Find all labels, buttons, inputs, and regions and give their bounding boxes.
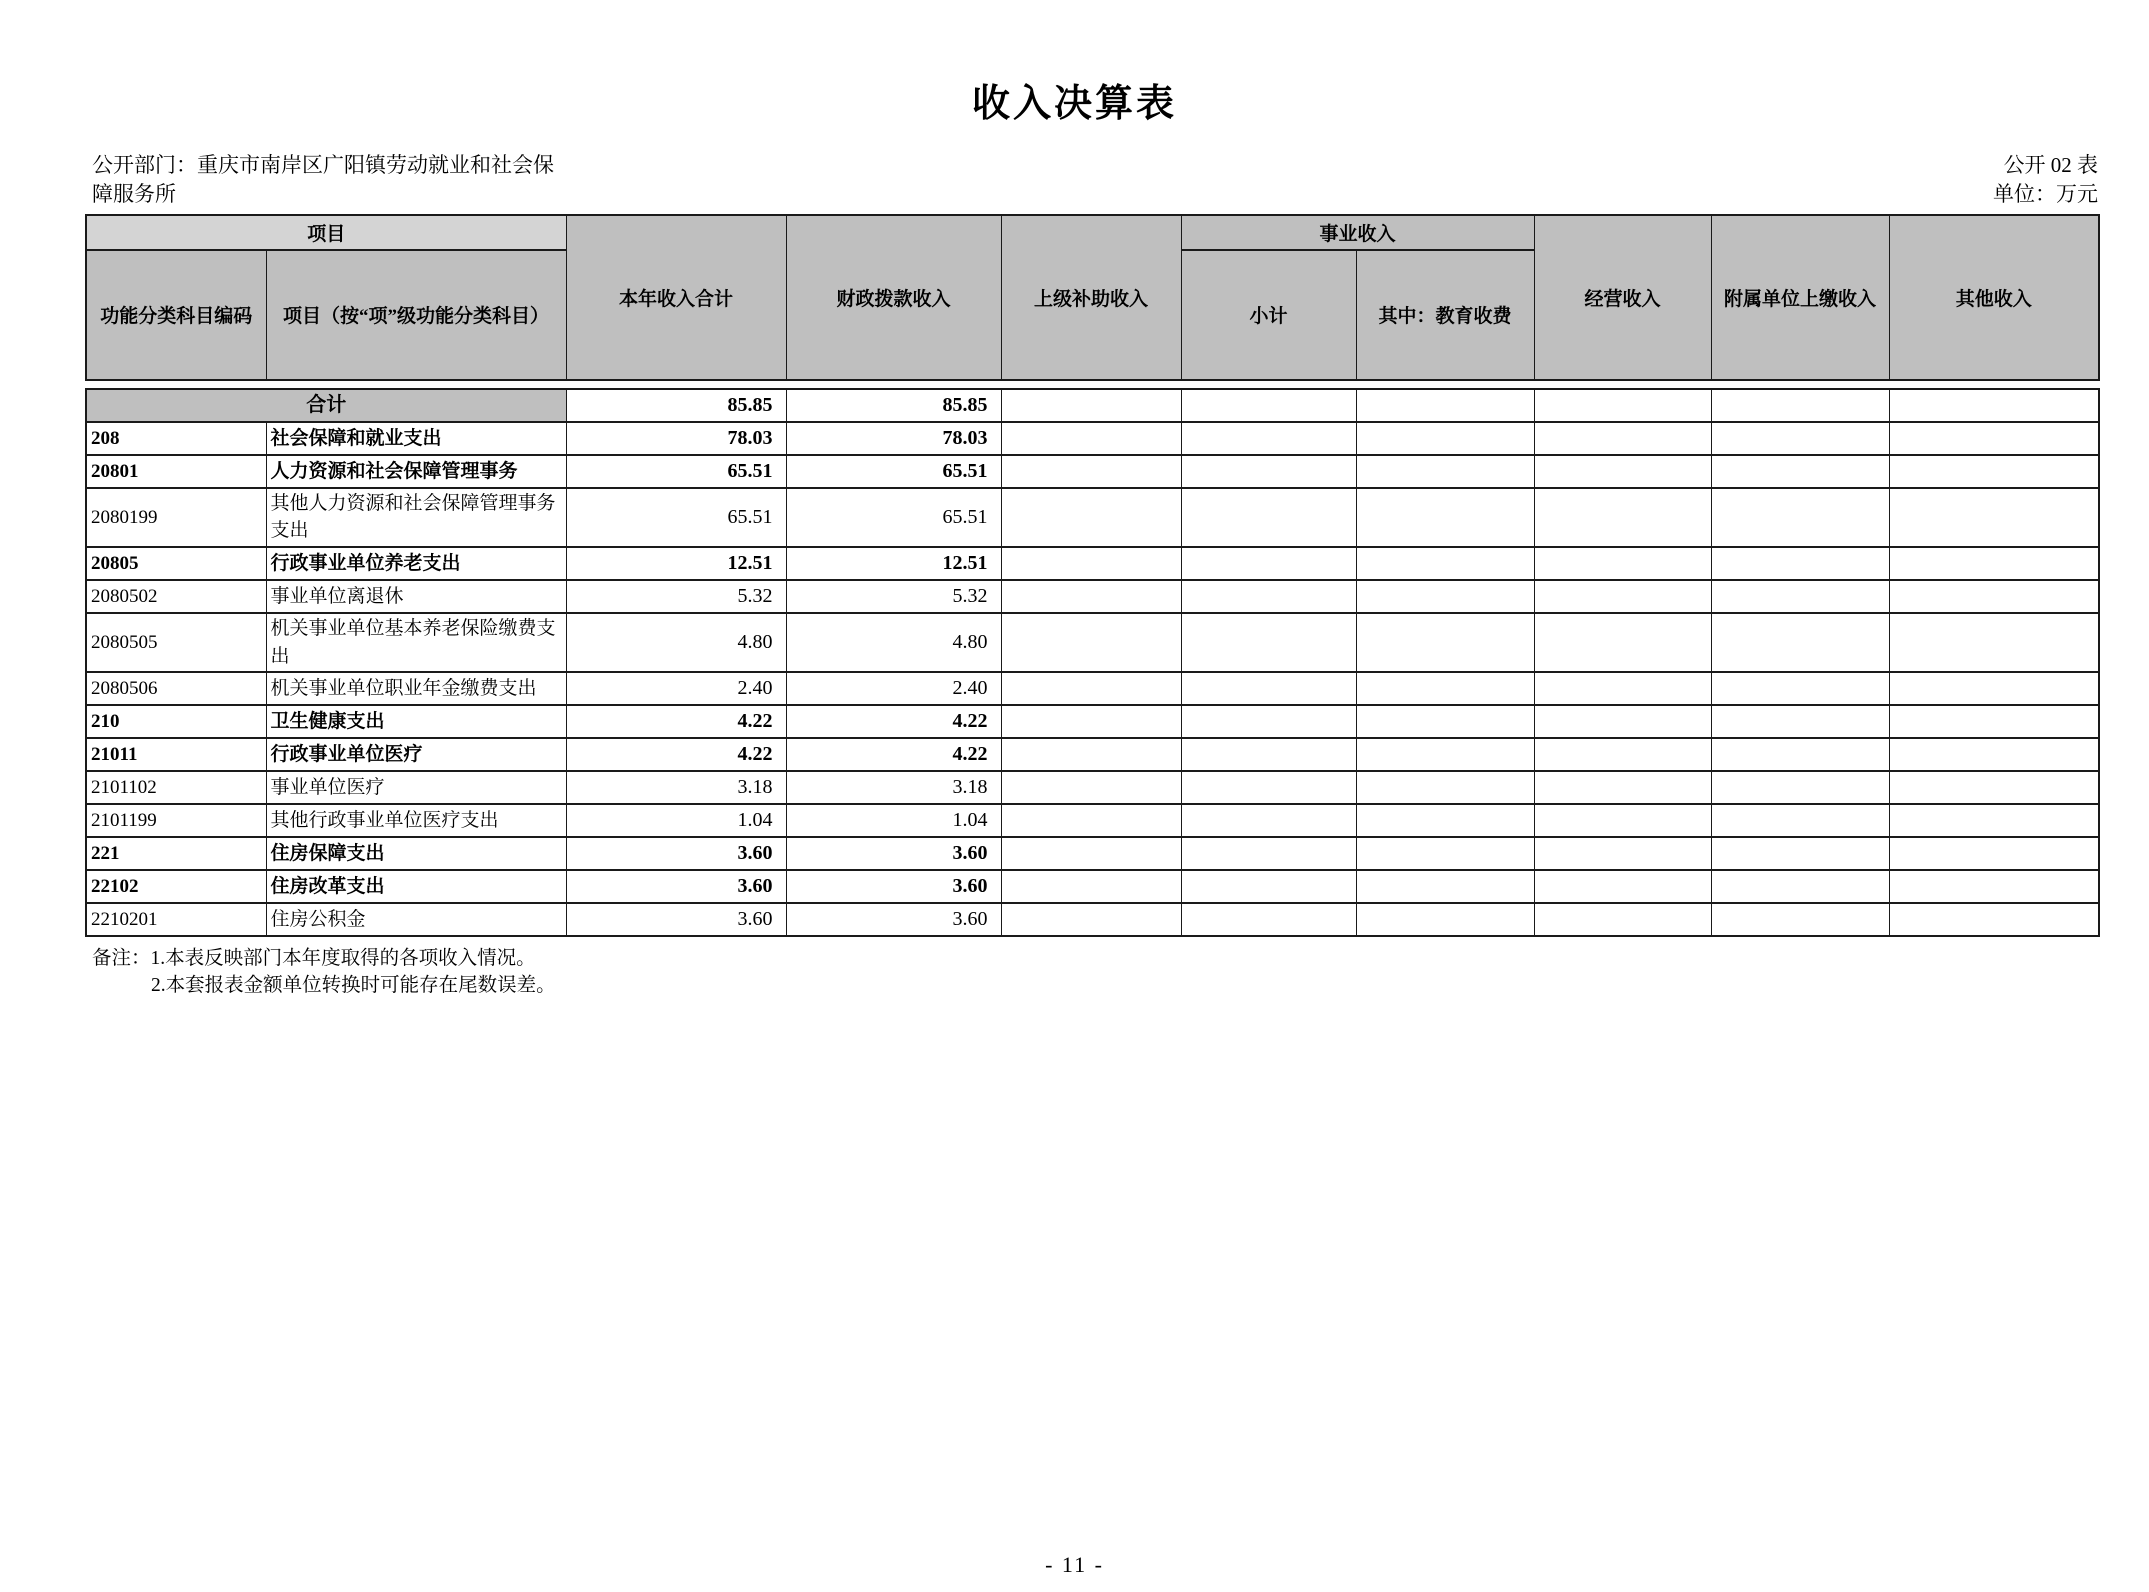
cell-upper-subsidy xyxy=(1001,547,1181,580)
cell-fiscal-income: 5.32 xyxy=(786,580,1001,613)
cell-business-subtotal xyxy=(1181,488,1356,547)
cell-function-code: 2080505 xyxy=(86,613,266,672)
cell-item-name: 人力资源和社会保障管理事务 xyxy=(266,455,566,488)
cell-fiscal-income: 78.03 xyxy=(786,422,1001,455)
cell-total-income: 3.60 xyxy=(566,903,786,936)
cell-upper-subsidy xyxy=(1001,580,1181,613)
header-education-fee: 其中：教育收费 xyxy=(1356,250,1534,380)
cell-function-code: 21011 xyxy=(86,738,266,771)
cell-business-subtotal xyxy=(1181,771,1356,804)
cell-business-subtotal xyxy=(1181,738,1356,771)
cell-education-fee xyxy=(1356,672,1534,705)
cell-education-fee xyxy=(1356,422,1534,455)
cell-upper-subsidy xyxy=(1001,738,1181,771)
cell-education-fee xyxy=(1356,903,1534,936)
cell-operating-income xyxy=(1534,771,1711,804)
table-row xyxy=(86,488,2099,547)
cell-affiliate-income xyxy=(1711,547,1889,580)
cell-total-income: 78.03 xyxy=(566,422,786,455)
cell-business-subtotal xyxy=(1181,613,1356,672)
unit-label: 单位：万元 xyxy=(1993,181,2098,206)
cell-total-income: 1.04 xyxy=(566,804,786,837)
cell-affiliate-income xyxy=(1711,455,1889,488)
cell-function-code: 221 xyxy=(86,837,266,870)
cell-business-subtotal xyxy=(1181,804,1356,837)
cell-education-fee xyxy=(1356,613,1534,672)
cell-total-income: 3.18 xyxy=(566,771,786,804)
table-row xyxy=(86,804,2099,837)
summary-row xyxy=(86,389,2099,422)
cell-operating-income xyxy=(1534,580,1711,613)
cell-education-fee xyxy=(1356,488,1534,547)
cell-function-code: 20805 xyxy=(86,547,266,580)
cell-education-fee xyxy=(1356,455,1534,488)
cell-other-income xyxy=(1889,771,2099,804)
cell-education-fee xyxy=(1356,771,1534,804)
cell-upper-subsidy xyxy=(1001,771,1181,804)
cell-affiliate-income xyxy=(1711,580,1889,613)
cell-total-income: 12.51 xyxy=(566,547,786,580)
cell-other-income xyxy=(1889,488,2099,547)
publishing-department: 公开部门：重庆市南岸区广阳镇劳动就业和社会保障服务所 xyxy=(92,153,554,206)
cell-affiliate-income xyxy=(1711,738,1889,771)
cell-upper-subsidy xyxy=(1001,804,1181,837)
cell-operating-income xyxy=(1534,455,1711,488)
cell-function-code: 208 xyxy=(86,422,266,455)
cell-upper-subsidy xyxy=(1001,455,1181,488)
cell-function-code: 2101102 xyxy=(86,771,266,804)
cell-operating-income xyxy=(1534,903,1711,936)
cell-function-code: 2080199 xyxy=(86,488,266,547)
cell-business-subtotal xyxy=(1181,903,1356,936)
cell-affiliate-income xyxy=(1711,389,1889,422)
cell-total-income: 65.51 xyxy=(566,455,786,488)
table-row xyxy=(86,705,2099,738)
footnote-1: 备注：1.本表反映部门本年度取得的各项收入情况。 xyxy=(92,948,536,970)
table-row xyxy=(86,580,2099,613)
cell-upper-subsidy xyxy=(1001,389,1181,422)
cell-item-name: 事业单位离退休 xyxy=(266,580,566,613)
cell-affiliate-income xyxy=(1711,488,1889,547)
table-code-label: 公开 02 表 xyxy=(2003,153,2098,177)
cell-function-code: 20801 xyxy=(86,455,266,488)
cell-fiscal-income: 12.51 xyxy=(786,547,1001,580)
header-business-income-group: 事业收入 xyxy=(1181,215,1534,250)
cell-total-income: 3.60 xyxy=(566,837,786,870)
cell-education-fee xyxy=(1356,837,1534,870)
cell-total-income: 5.32 xyxy=(566,580,786,613)
cell-fiscal-income: 85.85 xyxy=(786,389,1001,422)
page-title: 收入决算表 xyxy=(971,83,1177,125)
cell-total-income: 2.40 xyxy=(566,672,786,705)
cell-fiscal-income: 65.51 xyxy=(786,455,1001,488)
cell-affiliate-income xyxy=(1711,613,1889,672)
footnote-2: 2.本套报表金额单位转换时可能存在尾数误差。 xyxy=(151,975,556,997)
cell-other-income xyxy=(1889,870,2099,903)
cell-business-subtotal xyxy=(1181,547,1356,580)
cell-operating-income xyxy=(1534,422,1711,455)
cell-operating-income xyxy=(1534,672,1711,705)
cell-function-code: 2080506 xyxy=(86,672,266,705)
cell-item-name: 其他人力资源和社会保障管理事务支出 xyxy=(266,488,566,547)
table-row xyxy=(86,738,2099,771)
table-row xyxy=(86,870,2099,903)
header-operating-income: 经营收入 xyxy=(1534,215,1711,380)
header-upper-subsidy: 上级补助收入 xyxy=(1001,215,1181,380)
cell-affiliate-income xyxy=(1711,837,1889,870)
cell-item-name: 事业单位医疗 xyxy=(266,771,566,804)
header-other-income: 其他收入 xyxy=(1889,215,2099,380)
cell-total-income: 4.80 xyxy=(566,613,786,672)
table-row xyxy=(86,771,2099,804)
summary-label: 合计 xyxy=(86,389,566,422)
cell-function-code: 2210201 xyxy=(86,903,266,936)
cell-other-income xyxy=(1889,547,2099,580)
cell-item-name: 机关事业单位职业年金缴费支出 xyxy=(266,672,566,705)
header-function-code: 功能分类科目编码 xyxy=(86,250,266,380)
cell-total-income: 3.60 xyxy=(566,870,786,903)
cell-affiliate-income xyxy=(1711,705,1889,738)
cell-operating-income xyxy=(1534,870,1711,903)
cell-operating-income xyxy=(1534,837,1711,870)
cell-upper-subsidy xyxy=(1001,672,1181,705)
cell-total-income: 85.85 xyxy=(566,389,786,422)
table-row xyxy=(86,613,2099,672)
cell-education-fee xyxy=(1356,870,1534,903)
cell-education-fee xyxy=(1356,580,1534,613)
cell-item-name: 行政事业单位养老支出 xyxy=(266,547,566,580)
cell-item-name: 社会保障和就业支出 xyxy=(266,422,566,455)
cell-affiliate-income xyxy=(1711,903,1889,936)
income-table-header xyxy=(85,214,2100,381)
header-project-group: 项目 xyxy=(86,215,566,250)
cell-fiscal-income: 1.04 xyxy=(786,804,1001,837)
meta-right xyxy=(1993,151,2098,209)
table-row xyxy=(86,455,2099,488)
cell-fiscal-income: 3.60 xyxy=(786,903,1001,936)
cell-upper-subsidy xyxy=(1001,870,1181,903)
cell-function-code: 22102 xyxy=(86,870,266,903)
cell-education-fee xyxy=(1356,389,1534,422)
cell-business-subtotal xyxy=(1181,580,1356,613)
cell-fiscal-income: 3.60 xyxy=(786,837,1001,870)
cell-item-name: 行政事业单位医疗 xyxy=(266,738,566,771)
cell-item-name: 住房保障支出 xyxy=(266,837,566,870)
cell-total-income: 65.51 xyxy=(566,488,786,547)
cell-upper-subsidy xyxy=(1001,837,1181,870)
cell-other-income xyxy=(1889,903,2099,936)
cell-fiscal-income: 2.40 xyxy=(786,672,1001,705)
cell-affiliate-income xyxy=(1711,771,1889,804)
cell-total-income: 4.22 xyxy=(566,705,786,738)
cell-item-name: 其他行政事业单位医疗支出 xyxy=(266,804,566,837)
meta-row xyxy=(92,151,2098,209)
page-number: - 11 - xyxy=(1045,1552,1104,1577)
cell-other-income xyxy=(1889,580,2099,613)
table-row xyxy=(86,903,2099,936)
cell-other-income xyxy=(1889,613,2099,672)
cell-business-subtotal xyxy=(1181,870,1356,903)
cell-affiliate-income xyxy=(1711,870,1889,903)
cell-function-code: 2101199 xyxy=(86,804,266,837)
cell-other-income xyxy=(1889,705,2099,738)
cell-education-fee xyxy=(1356,738,1534,771)
header-business-subtotal: 小计 xyxy=(1181,250,1356,380)
cell-business-subtotal xyxy=(1181,422,1356,455)
cell-other-income xyxy=(1889,455,2099,488)
cell-upper-subsidy xyxy=(1001,422,1181,455)
table-row xyxy=(86,672,2099,705)
cell-total-income: 4.22 xyxy=(566,738,786,771)
cell-other-income xyxy=(1889,389,2099,422)
cell-item-name: 机关事业单位基本养老保险缴费支出 xyxy=(266,613,566,672)
cell-other-income xyxy=(1889,422,2099,455)
cell-operating-income xyxy=(1534,389,1711,422)
cell-upper-subsidy xyxy=(1001,705,1181,738)
cell-other-income xyxy=(1889,738,2099,771)
header-fiscal-income: 财政拨款收入 xyxy=(786,215,1001,380)
cell-upper-subsidy xyxy=(1001,613,1181,672)
cell-business-subtotal xyxy=(1181,705,1356,738)
cell-business-subtotal xyxy=(1181,389,1356,422)
cell-operating-income xyxy=(1534,804,1711,837)
cell-operating-income xyxy=(1534,613,1711,672)
cell-fiscal-income: 4.80 xyxy=(786,613,1001,672)
cell-item-name: 住房改革支出 xyxy=(266,870,566,903)
cell-fiscal-income: 3.18 xyxy=(786,771,1001,804)
cell-fiscal-income: 3.60 xyxy=(786,870,1001,903)
cell-operating-income xyxy=(1534,547,1711,580)
document-page xyxy=(0,72,2149,1577)
cell-operating-income xyxy=(1534,738,1711,771)
cell-education-fee xyxy=(1356,804,1534,837)
cell-operating-income xyxy=(1534,705,1711,738)
cell-fiscal-income: 65.51 xyxy=(786,488,1001,547)
cell-fiscal-income: 4.22 xyxy=(786,705,1001,738)
cell-upper-subsidy xyxy=(1001,488,1181,547)
cell-affiliate-income xyxy=(1711,804,1889,837)
cell-upper-subsidy xyxy=(1001,903,1181,936)
header-affiliate-income: 附属单位上缴收入 xyxy=(1711,215,1889,380)
cell-other-income xyxy=(1889,837,2099,870)
cell-education-fee xyxy=(1356,705,1534,738)
cell-function-code: 210 xyxy=(86,705,266,738)
cell-item-name: 卫生健康支出 xyxy=(266,705,566,738)
cell-affiliate-income xyxy=(1711,672,1889,705)
footnotes xyxy=(92,945,2149,1000)
header-project-item: 项目（按“项”级功能分类科目） xyxy=(266,250,566,380)
cell-business-subtotal xyxy=(1181,455,1356,488)
cell-other-income xyxy=(1889,672,2099,705)
cell-other-income xyxy=(1889,804,2099,837)
cell-function-code: 2080502 xyxy=(86,580,266,613)
table-row xyxy=(86,422,2099,455)
cell-item-name: 住房公积金 xyxy=(266,903,566,936)
income-table-body xyxy=(85,388,2100,937)
table-row xyxy=(86,837,2099,870)
cell-affiliate-income xyxy=(1711,422,1889,455)
cell-fiscal-income: 4.22 xyxy=(786,738,1001,771)
cell-operating-income xyxy=(1534,488,1711,547)
cell-business-subtotal xyxy=(1181,672,1356,705)
table-row xyxy=(86,547,2099,580)
cell-business-subtotal xyxy=(1181,837,1356,870)
header-total-income: 本年收入合计 xyxy=(566,215,786,380)
cell-education-fee xyxy=(1356,547,1534,580)
